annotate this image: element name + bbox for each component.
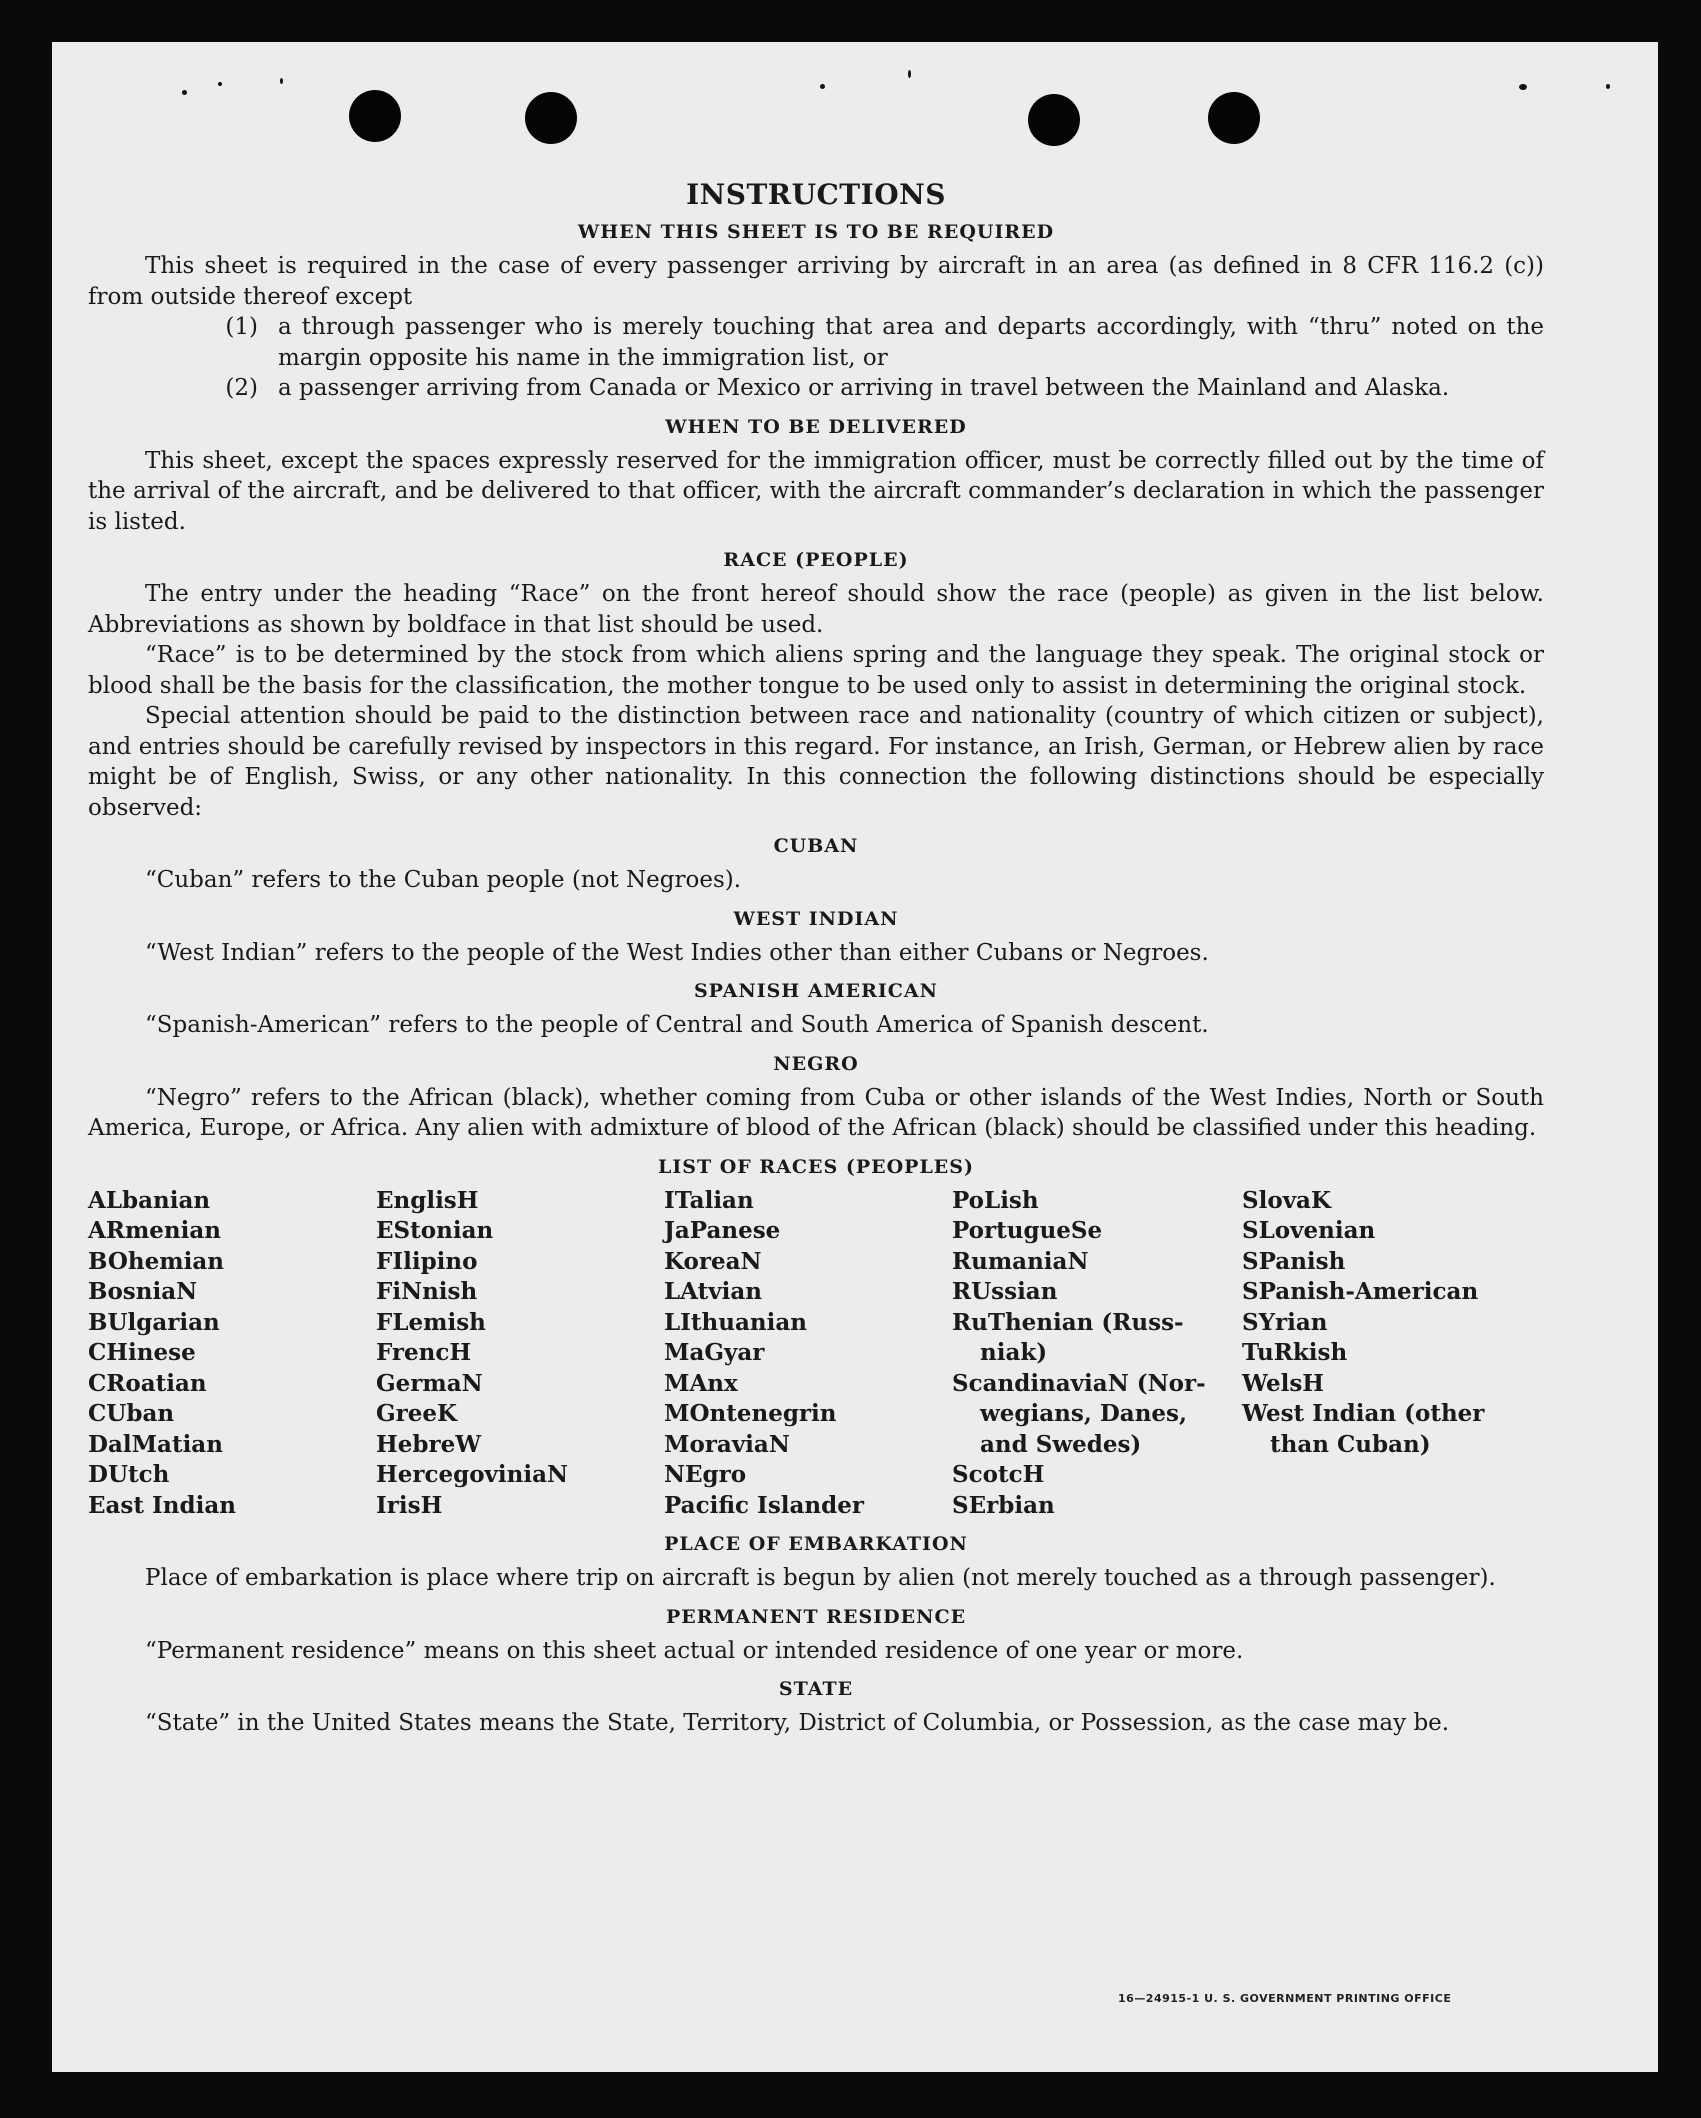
speck	[820, 84, 825, 89]
race-item: LIthuanian	[664, 1308, 807, 1336]
race-item: ScandinaviaN (Nor-	[952, 1369, 1206, 1397]
race-item: FiNnish	[376, 1278, 478, 1305]
race-item: MaGyar	[664, 1339, 765, 1366]
speck	[1519, 84, 1527, 90]
race-item: GreeK	[376, 1400, 458, 1427]
speck	[218, 82, 222, 86]
race-item: EStonian	[376, 1217, 494, 1244]
heading-place-of-embarkation: PLACE OF EMBARKATION	[664, 1533, 968, 1555]
when-delivered-text: This sheet, except the spaces expressly reserved for the immigration officer, must be correctly filled out by the time of the arrival of the aircraft, and be delivered to that officer, with the aircraft commander’s declaration in which the passenger is listed.	[88, 447, 1544, 535]
punch-hole	[1028, 94, 1080, 146]
race-column-1	[88, 1186, 376, 1522]
printing-office-code: 16—24915-1 U. S. GOVERNMENT PRINTING OFFICE	[1118, 1992, 1452, 2005]
race-item: RUssian	[952, 1278, 1058, 1305]
race-item: PortugueSe	[952, 1217, 1103, 1244]
race-item: HebreW	[376, 1430, 482, 1458]
race-item: ITalian	[664, 1186, 754, 1214]
negro-text: “Negro” refers to the African (black), whether coming from Cuba or other islands of the West Indies, North or South America, Europe, or Africa. Any alien with admixture of blood of the African (black) should be classified under this heading.	[88, 1084, 1544, 1141]
state-text: “State” in the United States means the State, Territory, District of Columbia, or Possession, as the case may be.	[145, 1710, 1450, 1736]
heading-state: STATE	[778, 1678, 854, 1700]
race-item: and Swedes)	[980, 1430, 1142, 1458]
race-item: DalMatian	[88, 1430, 223, 1458]
heading-when-required: WHEN THIS SHEET IS TO BE REQUIRED	[577, 221, 1055, 243]
race-item: TuRkish	[1242, 1339, 1348, 1366]
instructions-content	[88, 178, 1544, 1739]
race-column-3	[664, 1186, 952, 1522]
race-item: East Indian	[88, 1491, 236, 1519]
race-item: CRoatian	[88, 1369, 207, 1397]
race-paragraph-2: “Race” is to be determined by the stock from which aliens spring and the language they speak. The original stock or blood shall be the basis for the classification, the mother tongue to be used only to assist in determining the original stock.	[88, 642, 1544, 699]
race-item: SYrian	[1242, 1308, 1328, 1336]
race-item: RuThenian (Russ-	[952, 1308, 1184, 1336]
race-item: NEgro	[664, 1461, 747, 1488]
race-column-5	[1242, 1186, 1532, 1522]
speck	[182, 90, 187, 95]
punch-hole	[1208, 92, 1260, 144]
race-paragraph-1: The entry under the heading “Race” on the front hereof should show the race (people) as given in the list below. Abbreviations as shown by boldface in that list should be used.	[88, 581, 1544, 638]
race-item: SPanish	[1242, 1247, 1346, 1275]
race-item: WelsH	[1242, 1369, 1325, 1397]
exception-text: a through passenger who is merely touching that area and departs accordingly, with “thru” noted on the margin opposite his name in the immigration list, or	[278, 314, 1544, 371]
document-sheet	[52, 42, 1658, 2072]
speck	[280, 78, 283, 84]
race-item: HercegoviniaN	[376, 1461, 569, 1488]
race-item: West Indian (other	[1242, 1400, 1485, 1427]
exception-number: (2)	[225, 375, 258, 401]
residence-text: “Permanent residence” means on this sheet actual or intended residence of one year or more.	[145, 1637, 1244, 1664]
spanish-american-text: “Spanish-American” refers to the people of Central and South America of Spanish descent.	[145, 1012, 1209, 1038]
race-item: Pacific Islander	[664, 1491, 864, 1519]
exception-text: a passenger arriving from Canada or Mexico or arriving in travel between the Mainland and Alaska.	[278, 375, 1450, 401]
race-column-4	[952, 1186, 1242, 1522]
race-item: JaPanese	[664, 1217, 781, 1244]
speck	[908, 70, 911, 78]
race-item: ScotcH	[952, 1461, 1045, 1488]
race-item: ARmenian	[88, 1217, 222, 1244]
race-item: SPanish-American	[1242, 1278, 1479, 1305]
page-title: INSTRUCTIONS	[686, 178, 946, 211]
speck	[1606, 84, 1610, 89]
race-item: FrencH	[376, 1339, 472, 1366]
race-item: SlovaK	[1242, 1186, 1331, 1214]
race-item: PoLish	[952, 1186, 1039, 1214]
heading-cuban: CUBAN	[773, 835, 859, 857]
race-item: FIlipino	[376, 1247, 478, 1275]
race-item: DUtch	[88, 1461, 170, 1488]
race-item: KoreaN	[664, 1247, 762, 1275]
heading-permanent-residence: PERMANENT RESIDENCE	[665, 1605, 967, 1628]
race-item: GermaN	[376, 1369, 483, 1397]
cuban-text: “Cuban” refers to the Cuban people (not Negroes).	[145, 867, 742, 893]
heading-when-delivered: WHEN TO BE DELIVERED	[665, 415, 967, 438]
race-item: FLemish	[376, 1308, 486, 1336]
race-list	[88, 1186, 1544, 1522]
race-item: MOntenegrin	[664, 1400, 837, 1427]
race-item: LAtvian	[664, 1278, 762, 1305]
race-paragraph-3: Special attention should be paid to the distinction between race and nationality (country of which citizen or subject), and entries should be carefully revised by inspectors in this regard. For instance, an Irish, German, or Hebrew alien by race might be of English, Swiss, or any other nationality. In this connection the following distinctions should be especially observed:	[88, 703, 1544, 821]
heading-negro: NEGRO	[773, 1052, 859, 1075]
race-item: BUlgarian	[88, 1308, 220, 1336]
race-item: BOhemian	[88, 1247, 224, 1275]
embarkation-text: Place of embarkation is place where trip on aircraft is begun by alien (not merely touched as a through passenger).	[145, 1565, 1496, 1591]
exception-item-2	[88, 373, 1544, 404]
race-item: CHinese	[88, 1339, 196, 1366]
punch-hole	[349, 90, 401, 142]
race-item: niak)	[980, 1339, 1048, 1366]
race-item: BosniaN	[88, 1278, 198, 1305]
when-required-intro: This sheet is required in the case of every passenger arriving by aircraft in an area (as defined in 8 CFR 116.2 (c)) from outside thereof except	[88, 253, 1544, 310]
race-item: CUban	[88, 1400, 175, 1427]
heading-race: RACE (PEOPLE)	[723, 549, 909, 571]
race-item: SLovenian	[1242, 1217, 1376, 1244]
exception-number: (1)	[225, 314, 258, 340]
race-column-2	[376, 1186, 664, 1522]
race-item: SErbian	[952, 1491, 1055, 1519]
exception-item-1	[88, 312, 1544, 373]
heading-spanish-american: SPANISH AMERICAN	[693, 980, 939, 1002]
race-item: EnglisH	[376, 1186, 479, 1214]
race-item: MoraviaN	[664, 1430, 790, 1458]
race-item: ALbanian	[88, 1186, 211, 1214]
race-item: MAnx	[664, 1369, 738, 1397]
punch-hole	[525, 92, 577, 144]
west-indian-text: “West Indian” refers to the people of the West Indies other than either Cubans or Negroes.	[145, 939, 1209, 966]
race-item: RumaniaN	[952, 1247, 1089, 1275]
heading-west-indian: WEST INDIAN	[733, 907, 899, 930]
race-item: wegians, Danes,	[980, 1400, 1187, 1427]
heading-list-of-races: LIST OF RACES (PEOPLES)	[658, 1155, 974, 1178]
race-item: than Cuban)	[1270, 1430, 1431, 1458]
race-item: IrisH	[376, 1491, 443, 1519]
